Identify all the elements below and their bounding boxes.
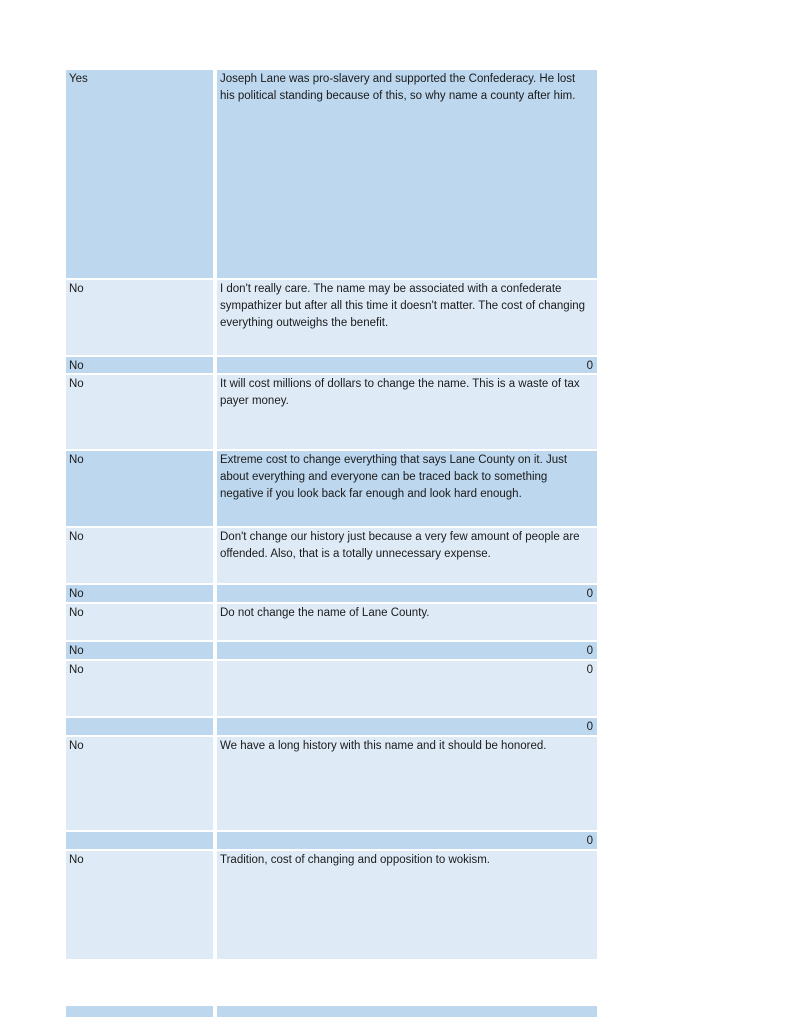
table-row bbox=[66, 451, 597, 526]
comment-cell: Do not change the name of Lane County. bbox=[217, 604, 597, 640]
table-row-partial bbox=[66, 1006, 597, 1017]
table-row bbox=[66, 661, 597, 716]
value-cell: 0 bbox=[217, 718, 597, 735]
comment-cell: I don't really care. The name may be associated with a confederate sympathizer but after all this time it doesn't matter. The cost of changing everything outweighs the benefit. bbox=[217, 280, 597, 355]
response-cell: No bbox=[66, 357, 213, 373]
survey-response-table bbox=[66, 70, 597, 959]
table-row bbox=[66, 642, 597, 659]
table-row bbox=[66, 357, 597, 373]
response-cell: No bbox=[66, 604, 213, 640]
comment-cell: It will cost millions of dollars to change the name. This is a waste of tax payer money. bbox=[217, 375, 597, 449]
response-cell: No bbox=[66, 737, 213, 830]
comment-cell: Extreme cost to change everything that says Lane County on it. Just about everything and everyone can be traced back to something negative if you look back far enough and look hard enough. bbox=[217, 451, 597, 526]
comment-cell: Joseph Lane was pro-slavery and supported the Confederacy. He lost his political standing because of this, so why name a county after him. bbox=[217, 70, 597, 278]
response-cell bbox=[66, 832, 213, 849]
table-row bbox=[66, 737, 597, 830]
value-cell: 0 bbox=[217, 832, 597, 849]
table-row bbox=[66, 375, 597, 449]
response-cell: Yes bbox=[66, 70, 213, 278]
response-cell: No bbox=[66, 642, 213, 659]
value-cell: 0 bbox=[217, 357, 597, 373]
comment-cell: Tradition, cost of changing and opposition to wokism. bbox=[217, 851, 597, 959]
table-row bbox=[66, 718, 597, 735]
comment-cell: We have a long history with this name and it should be honored. bbox=[217, 737, 597, 830]
response-cell: No bbox=[66, 528, 213, 583]
response-cell: No bbox=[66, 661, 213, 716]
response-cell: No bbox=[66, 851, 213, 959]
comment-cell bbox=[217, 1006, 597, 1017]
response-cell bbox=[66, 718, 213, 735]
response-cell: No bbox=[66, 280, 213, 355]
value-cell: 0 bbox=[217, 661, 597, 716]
response-cell bbox=[66, 1006, 213, 1017]
response-cell: No bbox=[66, 451, 213, 526]
table-row bbox=[66, 604, 597, 640]
value-cell: 0 bbox=[217, 585, 597, 602]
response-cell: No bbox=[66, 585, 213, 602]
table-row bbox=[66, 528, 597, 583]
table-row bbox=[66, 832, 597, 849]
value-cell: 0 bbox=[217, 642, 597, 659]
table-row bbox=[66, 70, 597, 278]
table-row bbox=[66, 280, 597, 355]
response-cell: No bbox=[66, 375, 213, 449]
table-row bbox=[66, 851, 597, 959]
comment-cell: Don't change our history just because a very few amount of people are offended. Also, that is a totally unnecessary expense. bbox=[217, 528, 597, 583]
table-row bbox=[66, 585, 597, 602]
